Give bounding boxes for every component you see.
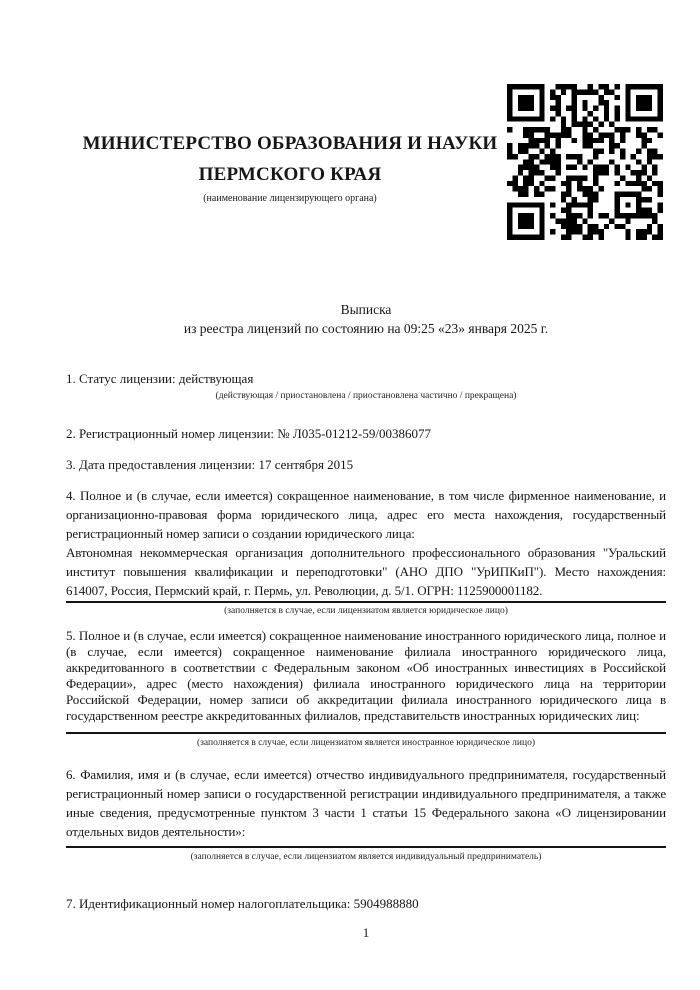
page-number: 1 (362, 925, 370, 940)
document-title-block (66, 300, 666, 338)
item-5-note: (заполняется в случае, если лицензиатом является иностранное юридическое лицо) (197, 738, 535, 748)
authority-name-line1: МИНИСТЕРСТВО ОБРАЗОВАНИЯ И НАУКИ (82, 133, 498, 154)
item-4-answer-legal-entity: Автономная некоммерческая организация дополнительного профессионального образования "Уральский институт повышения квалификации и переподготовки" (АНО ДПО "УрИПКиП"). Место нахождения: 614007, Россия, Пермский край, г. Пермь, ул. Революции, д. 5/1. ОГРН: 1125900001182. (66, 543, 666, 603)
document-body (66, 300, 666, 942)
item-6-blank-answer-line (66, 841, 666, 848)
item-5-blank-answer-line (66, 724, 666, 734)
item-7-taxpayer-id: 7. Идентификационный номер налогоплательщика: 5904988880 (66, 896, 419, 911)
document-subtitle: из реестра лицензий по состоянию на 09:25 «23» января 2025 г. (183, 321, 549, 336)
item-5-question: 5. Полное и (в случае, если имеется) сокращенное наименование иностранного юридического лица, полное и (в случае, если имеется) сокращенное наименование филиала иностранного юридического лица, аккредитованного в соответствии с Федеральным законом «Об иностранных инвестициях в Российской Федерации», адрес (место нахождения) филиала иностранного юридического лица на территории Российской Федерации, номер записи об аккредитации филиала иностранного юридического лица в государственном реестре аккредитованных филиалов, представительств иностранных юридических лиц: (66, 628, 666, 723)
item-6-note: (заполняется в случае, если лицензиатом является индивидуальный предприниматель) (190, 852, 542, 862)
item-6-question: 6. Фамилия, имя и (в случае, если имеется) отчество индивидуального предпринимателя, государственный регистрационный номер записи о государственной регистрации индивидуального предпринимателя, а также иные сведения, предусмотренные пунктом 3 части 1 статьи 15 Федерального закона «О лицензировании отдельных видов деятельности»: (66, 767, 666, 839)
item-3-license-grant-date: 3. Дата предоставления лицензии: 17 сентября 2015 (66, 457, 354, 472)
item-4-question: 4. Полное и (в случае, если имеется) сокращенное наименование, в том числе фирменное наименование, и организационно-правовая форма юридического лица, адрес его места нахождения, государственный регистрационный номер записи о создании юридического лица: (66, 488, 666, 541)
item-2-registration-number: 2. Регистрационный номер лицензии: № Л035-01212-59/00386077 (66, 426, 432, 441)
authority-caption: (наименование лицензирующего органа) (203, 193, 377, 204)
item-1-note: (действующая / приостановлена / приостановлена частично / прекращена) (215, 391, 517, 401)
authority-name-line2: ПЕРМСКОГО КРАЯ (198, 164, 382, 185)
licensing-authority-header (40, 128, 540, 204)
item-1-license-status: 1. Статус лицензии: действующая (66, 371, 254, 386)
document-title: Выписка (340, 302, 392, 317)
item-4-note: (заполняется в случае, если лицензиатом является юридическое лицо) (224, 606, 508, 616)
